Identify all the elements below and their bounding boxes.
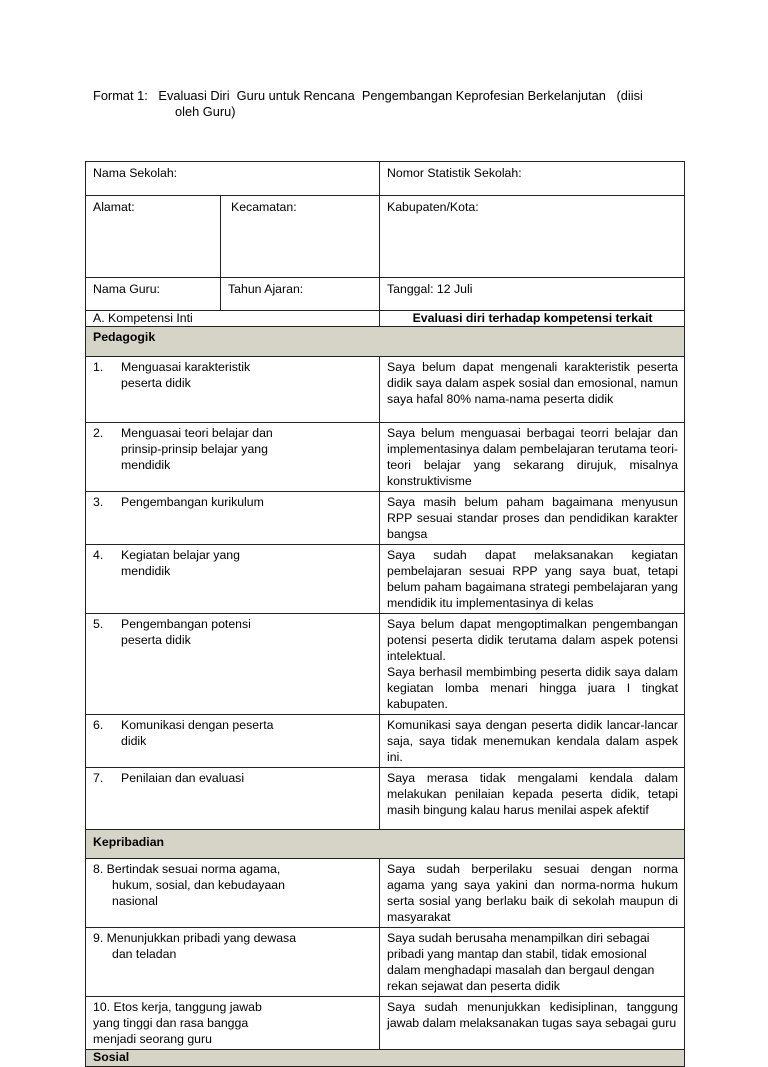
evaluation-table [85,161,685,1067]
evaluasi-text: Saya sudah berperilaku sesuai dengan norma agama yang saya yakini dan norma-norma hukum serta sosial yang berlaku baik di sekolah maupun di masyarakat [387,862,679,924]
item-number: 4. [93,548,104,562]
tanggal-label: Tanggal: 12 Juli [387,282,473,296]
evaluasi-cell[interactable] [380,614,685,715]
evaluasi-text: Saya belum dapat mengenali karakteristik peserta didik saya dalam aspek sosial dan emosional, namun saya hafal 80% nama-nama peserta didik [387,360,679,406]
evaluasi-header-label: Evaluasi diri terhadap kompetensi terkait [412,311,653,325]
item-number: 2. [93,426,104,440]
table-row [86,423,685,492]
kompetensi-label: Penilaian dan evaluasi [121,771,245,785]
item-number: 7. [93,771,104,785]
table-row [86,997,685,1050]
kompetensi-cell [86,997,380,1050]
kompetensi-cell [86,768,380,830]
section-kepribadian-label: Kepribadian [93,835,165,849]
evaluasi-text: Saya belum menguasai berbagai teorri belajar dan implementasinya dalam pembelajaran terutama teori-teori belajar yang sekarang dirujuk, misalnya konstruktivisme [387,426,679,488]
kompetensi-label: Pengembangan kurikulum [121,495,264,509]
table-row [86,859,685,928]
kabupaten-field[interactable] [380,196,685,278]
evaluasi-cell[interactable] [380,492,685,545]
kompetensi-cell [86,614,380,715]
kompetensi-label: Menguasai karakteristik peserta didik [121,360,251,390]
item-number: 3. [93,495,104,509]
table-row [86,928,685,997]
kompetensi-label: Pengembangan potensi peserta didik [121,617,251,647]
nama-sekolah-field[interactable] [86,162,380,196]
evaluasi-text: Saya belum dapat mengoptimalkan pengembangan potensi peserta didik terutama dalam aspek potensi intelektual. [387,617,679,663]
form-title-line2: oleh Guru) [175,104,236,119]
table-row [86,545,685,614]
evaluasi-cell[interactable] [380,997,685,1050]
column-header-evaluasi [380,311,685,327]
kompetensi-cell [86,928,380,997]
kompetensi-cell [86,715,380,768]
kecamatan-label: Kecamatan: [231,200,297,214]
nama-sekolah-label: Nama Sekolah: [93,166,178,180]
alamat-label: Alamat: [93,200,135,214]
section-kepribadian [86,830,685,859]
kompetensi-cell [86,423,380,492]
item-number: 5. [93,617,104,631]
kecamatan-field[interactable] [221,196,380,278]
kompetensi-header-label: A. Kompetensi Inti [93,311,193,325]
nama-guru-field[interactable] [86,278,221,311]
tahun-ajaran-field[interactable] [221,278,380,311]
evaluasi-cell[interactable] [380,423,685,492]
evaluasi-text: Saya masih belum paham bagaimana menyusun RPP sesuai standar proses dan pendidikan karakter bangsa [387,495,679,541]
evaluasi-cell[interactable] [380,928,685,997]
form-title-line1: Format 1: Evaluasi Diri Guru untuk Rencana Pengembangan Keprofesian Berkelanjutan (diisi [93,88,643,103]
kompetensi-cell [86,545,380,614]
evaluasi-cell[interactable] [380,357,685,423]
form-title [93,88,693,120]
nama-guru-label: Nama Guru: [93,282,160,296]
evaluasi-text-2: Saya berhasil membimbing peserta didik saya dalam kegiatan lomba menari hingga juara I tingkat kabupaten. [387,665,679,711]
kompetensi-cell [86,492,380,545]
kompetensi-cell [86,859,380,928]
kompetensi-label: Menguasai teori belajar dan prinsip-prinsip belajar yang mendidik [121,426,273,472]
evaluasi-cell[interactable] [380,768,685,830]
table-row [86,614,685,715]
item-number: 6. [93,718,104,732]
evaluasi-cell[interactable] [380,545,685,614]
section-pedagogik-label: Pedagogik [93,330,156,344]
column-header-kompetensi [86,311,380,327]
kompetensi-cell [86,357,380,423]
section-sosial-label: Sosial [93,1050,130,1064]
table-row [86,768,685,830]
evaluasi-text: Saya sudah menunjukkan kedisiplinan, tanggung jawab dalam melaksanakan tugas saya sebagai guru [387,1000,679,1030]
evaluasi-cell[interactable] [380,859,685,928]
evaluasi-text: Saya sudah berusaha menampilkan diri sebagai pribadi yang mantap dan stabil, tidak emosional dalam menghadapi masalah dan bergaul dengan rekan sejawat dan peserta didik [387,931,655,993]
kompetensi-label: Kegiatan belajar yang mendidik [121,548,240,578]
kompetensi-label: 9. Menunjukkan pribadi yang dewasa dan teladan [93,931,297,961]
table-row [86,715,685,768]
nomor-statistik-field[interactable] [380,162,685,196]
section-pedagogik [86,327,685,357]
evaluasi-text: Komunikasi saya dengan peserta didik lancar-lancar saja, saya tidak menemukan kendala dalam aspek ini. [387,718,679,764]
nomor-statistik-label: Nomor Statistik Sekolah: [387,166,522,180]
table-row [86,492,685,545]
kompetensi-label: Komunikasi dengan peserta didik [121,718,274,748]
item-number: 1. [93,360,104,374]
section-sosial [86,1050,685,1067]
kompetensi-label: 8. Bertindak sesuai norma agama, hukum, sosial, dan kebudayaan nasional [93,862,285,908]
evaluasi-text: Saya merasa tidak mengalami kendala dalam melakukan penilaian kepada peserta didik, tetapi masih bingung kalau harus menilai aspek afektif [387,771,679,817]
table-row [86,357,685,423]
kabupaten-label: Kabupaten/Kota: [387,200,479,214]
alamat-field[interactable] [86,196,221,278]
evaluasi-text: Saya sudah dapat melaksanakan kegiatan pembelajaran sesuai RPP yang saya buat, tetapi belum paham bagaimana strategi pembelajaran yang mendidik itu implementasinya di kelas [387,548,679,610]
kompetensi-label: 10. Etos kerja, tanggung jawab yang tinggi dan rasa bangga menjadi seorang guru [93,1000,262,1046]
tanggal-field[interactable] [380,278,685,311]
evaluasi-cell[interactable] [380,715,685,768]
tahun-ajaran-label: Tahun Ajaran: [228,282,304,296]
